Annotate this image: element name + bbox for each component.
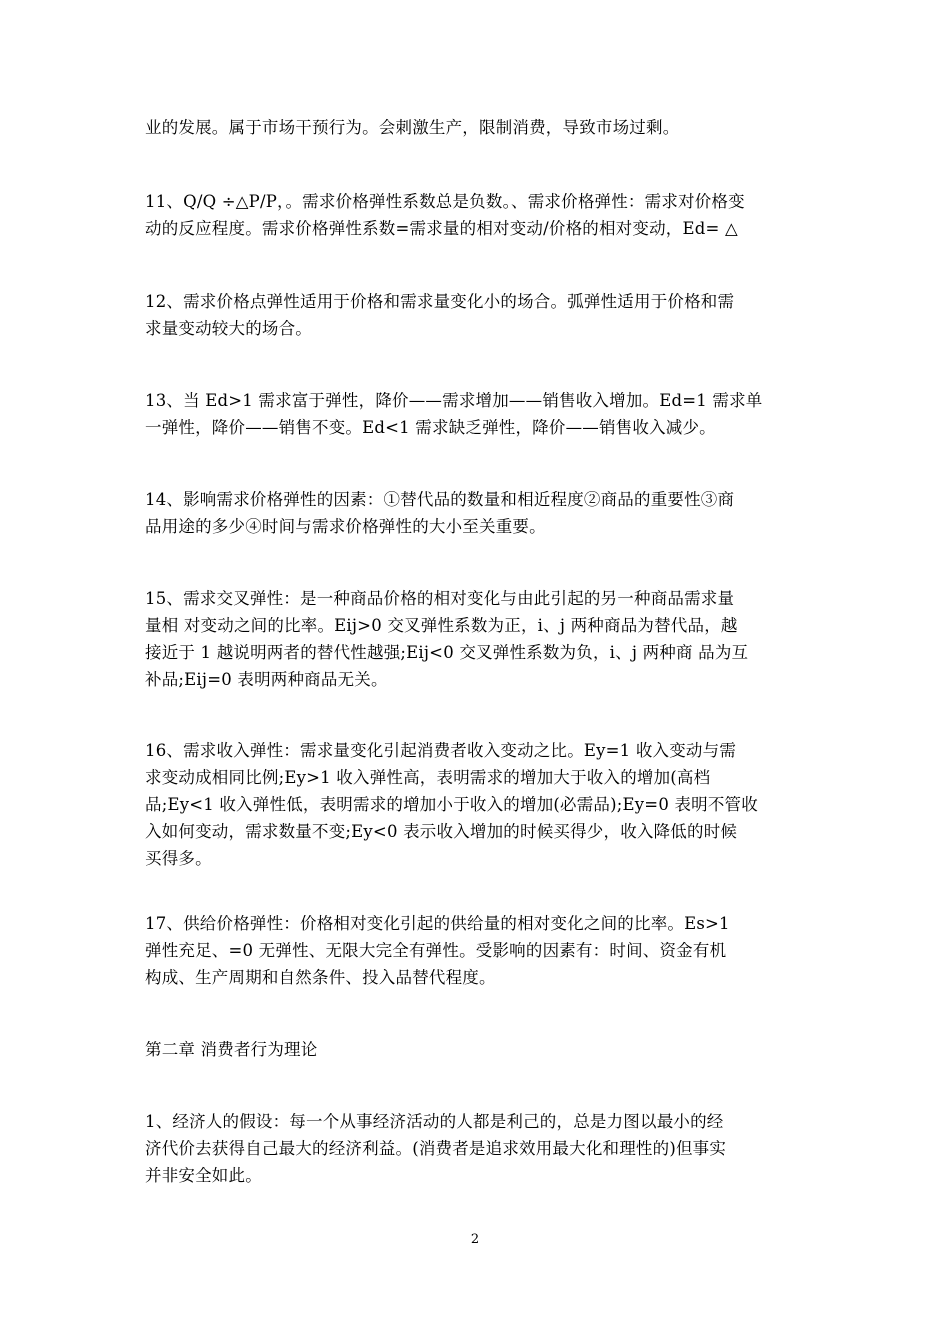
chapter-heading: 第二章 消费者行为理论 bbox=[145, 1040, 318, 1059]
paragraph-item-11: 11、Q/Q ÷△P/P，。需求价格弹性系数总是负数。、需求价格弹性：需求对价格变 动的反应程度。需求价格弹性系数=需求量的相对变动/价格的相对变动，Ed= △ bbox=[145, 192, 745, 238]
paragraph-item-14: 14、影响需求价格弹性的因素：①替代品的数量和相近程度②商品的重要性③商 品用途的多少④时间与需求价格弹性的大小至关重要。 bbox=[145, 490, 735, 536]
paragraph-chapter2-item-1: 1、经济人的假设：每一个从事经济活动的人都是利己的，总是力图以最小的经 济代价去获得自己最大的经济利益。(消费者是追求效用最大化和理性的)但事实 并非安全如此。 bbox=[145, 1112, 727, 1185]
paragraph-continuation: 业的发展。属于市场干预行为。会刺激生产，限制消费，导致市场过剩。 bbox=[145, 118, 680, 137]
paragraph-item-12: 12、需求价格点弹性适用于价格和需求量变化小的场合。弧弹性适用于价格和需 求量变动较大的场合。 bbox=[145, 292, 735, 338]
page-number: 2 bbox=[470, 1232, 480, 1247]
paragraph-item-16: 16、需求收入弹性：需求量变化引起消费者收入变动之比。Ey=1 收入变动与需 求变动成相同比例;Ey>1 收入弹性高，表明需求的增加大于收入的增加(高档 品;Ey<1 收入弹性低，表明需求的增加小于收入的增加(必需品);Ey=0 表明不管收 入如何变动，需求数量不变;Ey<0 表示收入增加的时候买得少，收入降低的时候 买得多。 bbox=[145, 741, 758, 868]
paragraph-item-17: 17、供给价格弹性：价格相对变化引起的供给量的相对变化之间的比率。Es>1 弹性充足、=0 无弹性、无限大完全有弹性。受影响的因素有：时间、资金有机 构成、生产周期和自然条件、投入品替代程度。 bbox=[145, 914, 730, 987]
paragraph-item-15: 15、需求交叉弹性：是一种商品价格的相对变化与由此引起的另一种商品需求量 量相 对变动之间的比率。Eij>0 交叉弹性系数为正，i、j 两种商品为替代品，越 接近于 1 越说明两者的替代性越强;Eij<0 交叉弹性系数为负，i、j 两种商 品为互 补品;Eij=0 表明两种商品无关。 bbox=[145, 589, 749, 689]
paragraph-item-13: 13、当 Ed>1 需求富于弹性，降价——需求增加——销售收入增加。Ed=1 需求单 一弹性，降价——销售不变。Ed<1 需求缺乏弹性，降价——销售收入减少。 bbox=[145, 391, 763, 437]
